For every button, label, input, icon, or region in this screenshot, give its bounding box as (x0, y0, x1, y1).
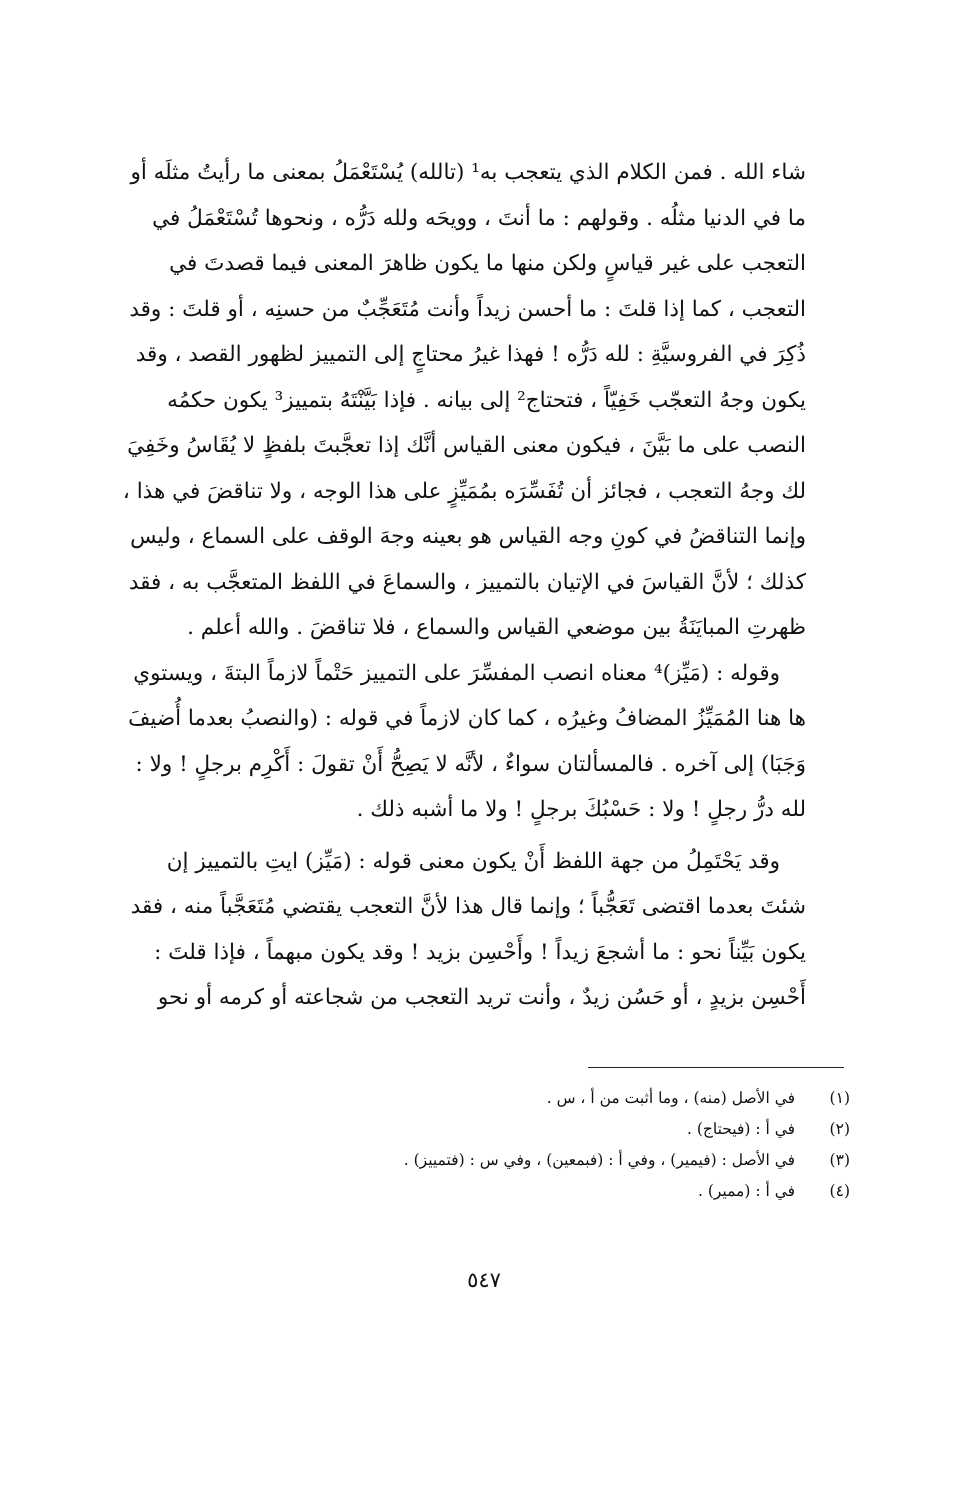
text-line: أَحْسِن بزيدٍ ، أو حَسُن زيدٌ ، وأنت تريد التعجب من شجاعته أو كرمه أو نحو (157, 985, 806, 1010)
footnote (300, 1083, 850, 1114)
footnote (300, 1176, 850, 1207)
footnotes (300, 1083, 850, 1207)
footnote-text: في الأصل (منه) ، وما أثبت من أ ، س . (546, 1089, 796, 1107)
footnote-number: (٣) (829, 1151, 850, 1169)
text-line: وقد يَحْتَمِلُ من جهة اللفظ أَنْ يكون معنى قوله : (مَيِّز) ايتِ بالتمييز إن (166, 848, 780, 874)
text-line: لك وجهُ التعجب ، فجائز أن تُفَسِّرَه بمُمَيِّزٍ على هذا الوجه ، ولا تناقضَ في هذا ، (122, 478, 806, 504)
text-line: وقوله : (مَيِّز)⁴ معناه انصب المفسِّرَ على التمييز حَتْماً لازماً البتةَ ، ويستوي (133, 660, 780, 686)
footnote-number: (١) (829, 1089, 850, 1107)
text-line: كذلك ؛ لأنَّ القياسَ في الإتيان بالتمييز ، والسماعَ في اللفظ المتعجَّب به ، فقد (128, 569, 806, 595)
text-line: يكون بَيِّناً نحو : ما أشجعَ زيداً ! وأَحْسِن بزيد ! وقد يكون مبهماً ، فإذا قلتَ : (154, 939, 806, 965)
text-line: ذُكِرَ في الفروسيَّةِ : لله دَرُّه ! فهذا غيرُ محتاجٍ إلى التمييز لظهور القصد ، وقد (135, 342, 806, 367)
footnote (300, 1145, 850, 1176)
footnote-text: في أ : (فيحتاج) . (686, 1120, 796, 1138)
text-line: ما في الدنيا مثلُه . وقولهم : ما أنتَ ، وويحَه ولله دَرُّه ، ونحوها تُسْتَعْمَلُ في (152, 205, 806, 231)
text-line: ها هنا المُمَيِّزُ المضافُ وغيرُه ، كما كان لازماً في قوله : (والنصبُ بعدما أُضيفَ (128, 706, 806, 731)
text-line: التعجب على غير قياسٍ ولكن منها ما يكون ظاهرَ المعنى فيما قصدتَ في (169, 251, 806, 276)
footnote-number: (٤) (829, 1182, 850, 1200)
text-line: وَجَبَا) إلى آخره . فالمسألتان سواءٌ ، لأنَّه لا يَصِحُّ أَنْ تقولَ : أَكْرِم برجلٍ ! ولا : (135, 751, 806, 777)
footnote-number: (٢) (829, 1120, 850, 1138)
text-line: شاء الله . فمن الكلام الذي يتعجب به¹ (تالله) يُسْتَعْمَلُ بمعنى ما رأيتُ مثلَه أو (130, 160, 806, 185)
main-text (122, 150, 806, 1021)
text-line: وإنما التناقضُ في كونِ وجه القياس هو بعينه وجهَ الوقف على السماع ، وليس (130, 524, 806, 549)
text-line: التعجب ، كما إذا قلتَ : ما أحسن زيداً وأنت مُتَعَجِّبٌ من حسنِه ، أو قلتَ : وقد (129, 296, 806, 322)
footnote-text: في الأصل : (فيمير) ، وفي أ : (فبمعين) ، وفي س : (فتمييز) . (403, 1151, 796, 1169)
footnote-divider (588, 1067, 844, 1068)
footnote-text: في أ : (ممير) . (697, 1182, 796, 1200)
page-number: ٥٤٧ (467, 1268, 501, 1292)
text-line: لله درُّ رجلٍ ! ولا : حَسْبُكَ برجلٍ ! ولا ما أشبه ذلك . (356, 797, 806, 822)
footnote (300, 1114, 850, 1145)
text-line: ظهرتِ المبايَنَةُ بين موضعي القياس والسماع ، فلا تناقضَ . والله أعلم . (187, 615, 806, 640)
text-line: يكون وجهُ التعجّب خَفِيّاً ، فتحتاج² إلى بيانه . فإذا بَيَّنْتَهُ بتمييز³ يكون حكمُه (167, 387, 806, 413)
text-line: النصب على ما بَيَّنَ ، فيكون معنى القياس أنَّك إذا تعجَّبتَ بلفظٍ لا يُقَاسُ وخَفِيَ (127, 433, 806, 458)
text-line: شئتَ بعدما اقتضى تَعَجُّباً ؛ وإنما قال هذا لأنَّ التعجب يقتضي مُتَعَجَّباً منه ، فقد (130, 894, 806, 919)
